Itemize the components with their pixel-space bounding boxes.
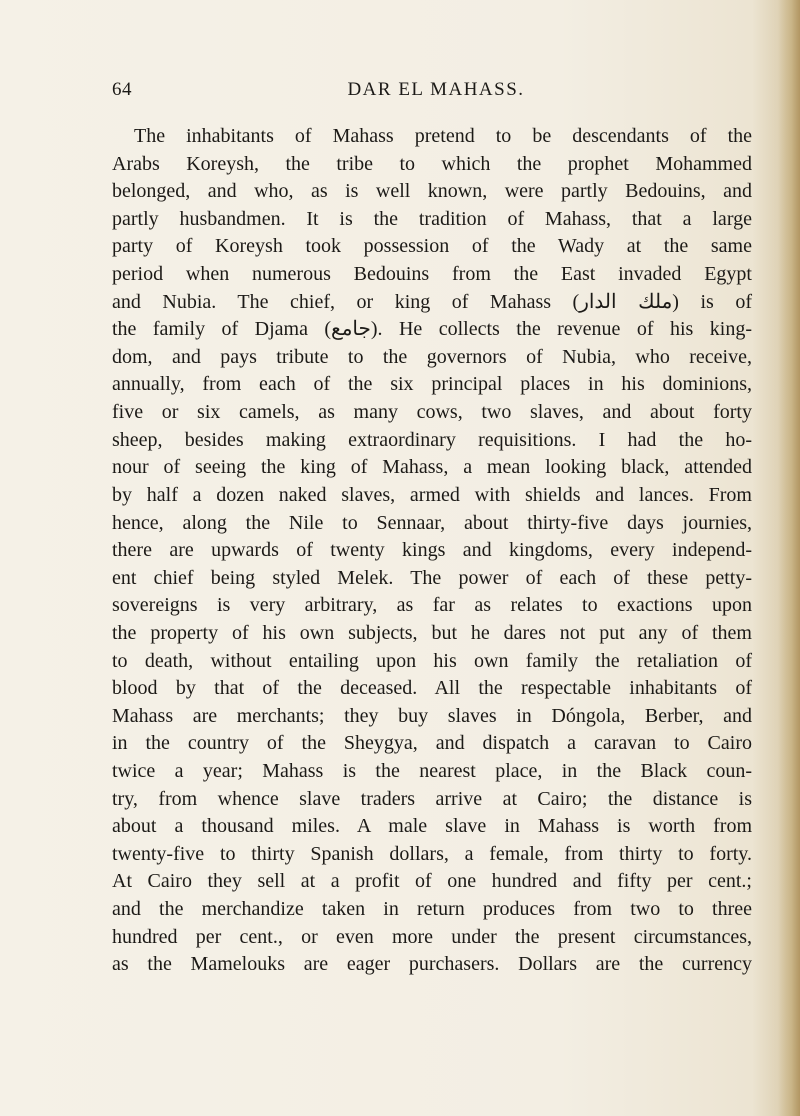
text-line: blood by that of the deceased. All the respectable inhabitants of xyxy=(112,677,752,700)
text-line: to death, without entailing upon his own family the retaliation of xyxy=(112,649,752,672)
text-line: and Nubia. The chief, or king of Mahass (ملك الدار) is of xyxy=(112,290,752,313)
text-line: nour of seeing the king of Mahass, a mean looking black, attended xyxy=(112,456,752,479)
text-line: At Cairo they sell at a profit of one hundred and fifty per cent.; xyxy=(112,870,752,893)
text-line: belonged, and who, as is well known, were partly Bedouins, and xyxy=(112,180,752,203)
text-line: annually, from each of the six principal places in his dominions, xyxy=(112,373,752,396)
text-line: sovereigns is very arbitrary, as far as relates to exactions upon xyxy=(112,594,752,617)
text-line: the property of his own subjects, but he dares not put any of them xyxy=(112,621,752,644)
page-number: 64 xyxy=(112,79,132,100)
text-line: sheep, besides making extraordinary requisitions. I had the ho- xyxy=(112,428,752,451)
text-line: by half a dozen naked slaves, armed with shields and lances. From xyxy=(112,483,752,506)
text-line: there are upwards of twenty kings and kingdoms, every independ- xyxy=(112,539,752,562)
text-line: party of Koreysh took possession of the Wady at the same xyxy=(112,235,752,258)
body-text xyxy=(112,123,752,979)
text-line: as the Mamelouks are eager purchasers. Dollars are the currency xyxy=(112,953,752,976)
text-line: twice a year; Mahass is the nearest place, in the Black coun- xyxy=(112,760,752,783)
text-line: Arabs Koreysh, the tribe to which the prophet Mohammed xyxy=(112,152,752,175)
text-line: ent chief being styled Melek. The power of each of these petty- xyxy=(112,566,752,589)
text-line: five or six camels, as many cows, two slaves, and about forty xyxy=(112,401,752,424)
page-edge-shadow xyxy=(778,0,800,1116)
text-line: the family of Djama (جامع). He collects the revenue of his king- xyxy=(112,318,752,341)
text-line: partly husbandmen. It is the tradition of Mahass, that a large xyxy=(112,207,752,230)
text-line: period when numerous Bedouins from the East invaded Egypt xyxy=(112,263,752,286)
text-line: try, from whence slave traders arrive at Cairo; the distance is xyxy=(112,787,752,810)
page-header xyxy=(112,79,752,109)
text-line: about a thousand miles. A male slave in Mahass is worth from xyxy=(112,815,752,838)
text-line: dom, and pays tribute to the governors of Nubia, who receive, xyxy=(112,345,752,368)
text-line: hence, along the Nile to Sennaar, about thirty-five days journies, xyxy=(112,511,752,534)
text-line: The inhabitants of Mahass pretend to be descendants of the xyxy=(134,125,752,147)
text-line: and the merchandize taken in return produces from two to three xyxy=(112,898,752,921)
text-line: in the country of the Sheygya, and dispatch a caravan to Cairo xyxy=(112,732,752,755)
running-title: DAR EL MAHASS. xyxy=(347,79,525,100)
text-line: hundred per cent., or even more under the present circumstances, xyxy=(112,925,752,948)
text-line: twenty-five to thirty Spanish dollars, a female, from thirty to forty. xyxy=(112,842,752,865)
text-line: Mahass are merchants; they buy slaves in Dóngola, Berber, and xyxy=(112,704,752,727)
